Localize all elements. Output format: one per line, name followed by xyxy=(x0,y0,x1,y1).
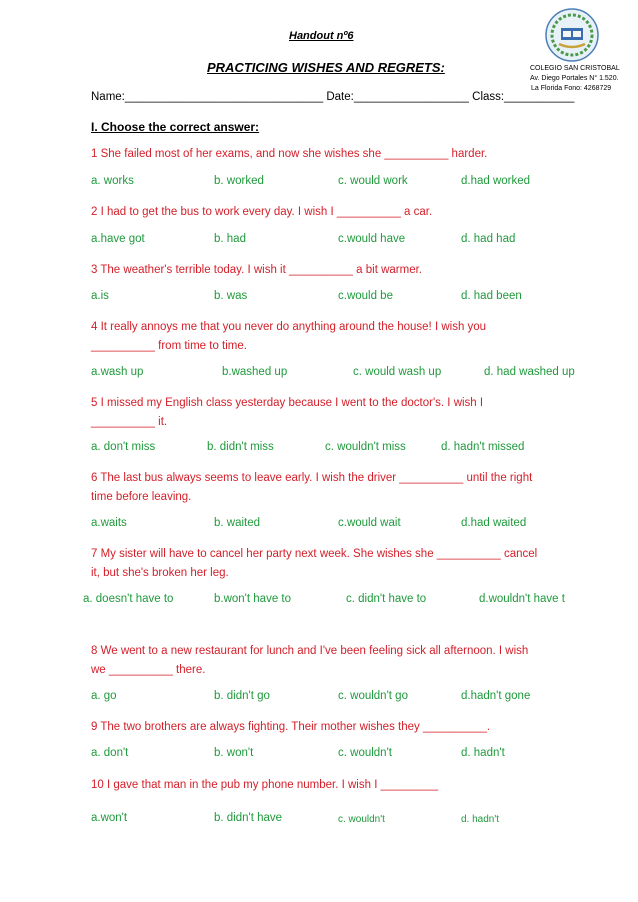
question-3: 3 The weather's terrible today. I wish it __________ a bit warmer. xyxy=(91,264,422,276)
question-5: 5 I missed my English class yesterday because I went to the doctor's. I wish I xyxy=(91,397,484,409)
question-6: 6 The last bus always seems to leave early. I wish the driver __________ until the right xyxy=(91,472,533,484)
q2-option-c[interactable]: c.would have xyxy=(338,233,406,245)
q6-option-a[interactable]: a.waits xyxy=(91,517,127,529)
question-4: 4 It really annoys me that you never do anything around the house! I wish you xyxy=(91,321,487,333)
q7-option-c[interactable]: c. didn't have to xyxy=(346,593,427,605)
q1-option-d[interactable]: d.had worked xyxy=(461,175,531,187)
q5-option-b[interactable]: b. didn't miss xyxy=(207,441,274,453)
q2-option-b[interactable]: b. had xyxy=(214,233,246,245)
student-info-fields: Name:_______________________________ Date:__________________ Class:___________ xyxy=(91,91,575,103)
page-title: PRACTICING WISHES AND REGRETS: xyxy=(207,60,445,75)
q9-option-d[interactable]: d. hadn't xyxy=(461,747,505,759)
q1-option-c[interactable]: c. would work xyxy=(338,175,408,187)
question-1: 1 She failed most of her exams, and now she wishes she __________ harder. xyxy=(91,148,488,160)
q6-option-c[interactable]: c.would wait xyxy=(338,517,401,529)
school-crest-logo xyxy=(545,8,599,62)
question-8-continued: we __________ there. xyxy=(91,664,206,676)
q3-option-c[interactable]: c.would be xyxy=(338,290,393,302)
question-10: 10 I gave that man in the pub my phone number. I wish I _________ xyxy=(91,779,439,791)
question-8: 8 We went to a new restaurant for lunch and I've been feeling sick all afternoon. I wish xyxy=(91,645,529,657)
q10-option-c[interactable]: c. wouldn't xyxy=(338,814,385,825)
q1-option-a[interactable]: a. works xyxy=(91,175,134,187)
q3-option-b[interactable]: b. was xyxy=(214,290,248,302)
q7-option-b[interactable]: b.won't have to xyxy=(214,593,291,605)
question-7: 7 My sister will have to cancel her party next week. She wishes she __________ cancel xyxy=(91,548,538,560)
q10-option-a[interactable]: a.won't xyxy=(91,812,128,824)
question-9: 9 The two brothers are always fighting. Their mother wishes they __________. xyxy=(91,721,491,733)
q10-option-d[interactable]: d. hadn't xyxy=(461,814,500,825)
school-address: Av. Diego Portales N° 1.520. xyxy=(530,75,619,82)
q9-option-a[interactable]: a. don't xyxy=(91,747,129,759)
q4-option-c[interactable]: c. would wash up xyxy=(353,366,442,378)
q7-option-d[interactable]: d.wouldn't have t xyxy=(479,593,565,605)
question-5-continued: __________ it. xyxy=(91,416,168,428)
q3-option-a[interactable]: a.is xyxy=(91,290,109,302)
q2-option-d[interactable]: d. had had xyxy=(461,233,516,245)
q8-option-b[interactable]: b. didn't go xyxy=(214,690,270,702)
q5-option-c[interactable]: c. wouldn't miss xyxy=(325,441,406,453)
question-2: 2 I had to get the bus to work every day. I wish I __________ a car. xyxy=(91,206,433,218)
question-4-continued: __________ from time to time. xyxy=(91,340,247,352)
q1-option-b[interactable]: b. worked xyxy=(214,175,264,187)
q10-option-b[interactable]: b. didn't have xyxy=(214,812,283,824)
q9-option-b[interactable]: b. won't xyxy=(214,747,254,759)
q4-option-b[interactable]: b.washed up xyxy=(222,366,288,378)
q6-option-d[interactable]: d.had waited xyxy=(461,517,527,529)
q4-option-a[interactable]: a.wash up xyxy=(91,366,144,378)
q6-option-b[interactable]: b. waited xyxy=(214,517,261,529)
question-7-continued: it, but she's broken her leg. xyxy=(91,567,229,579)
q8-option-a[interactable]: a. go xyxy=(91,690,117,702)
q7-option-a[interactable]: a. doesn't have to xyxy=(83,593,174,605)
q5-option-d[interactable]: d. hadn't missed xyxy=(441,441,525,453)
q8-option-c[interactable]: c. wouldn't go xyxy=(338,690,408,702)
q4-option-d[interactable]: d. had washed up xyxy=(484,366,575,378)
q8-option-d[interactable]: d.hadn't gone xyxy=(461,690,531,702)
q2-option-a[interactable]: a.have got xyxy=(91,233,145,245)
section-title: I. Choose the correct answer: xyxy=(91,120,260,134)
handout-number: Handout nº6 xyxy=(289,30,354,42)
school-phone: La Florida Fono: 4268729 xyxy=(531,85,612,92)
q5-option-a[interactable]: a. don't miss xyxy=(91,441,156,453)
question-6-continued: time before leaving. xyxy=(91,491,192,503)
q9-option-c[interactable]: c. wouldn't xyxy=(338,747,392,759)
school-name: COLEGIO SAN CRISTOBAL xyxy=(530,65,620,72)
q3-option-d[interactable]: d. had been xyxy=(461,290,522,302)
